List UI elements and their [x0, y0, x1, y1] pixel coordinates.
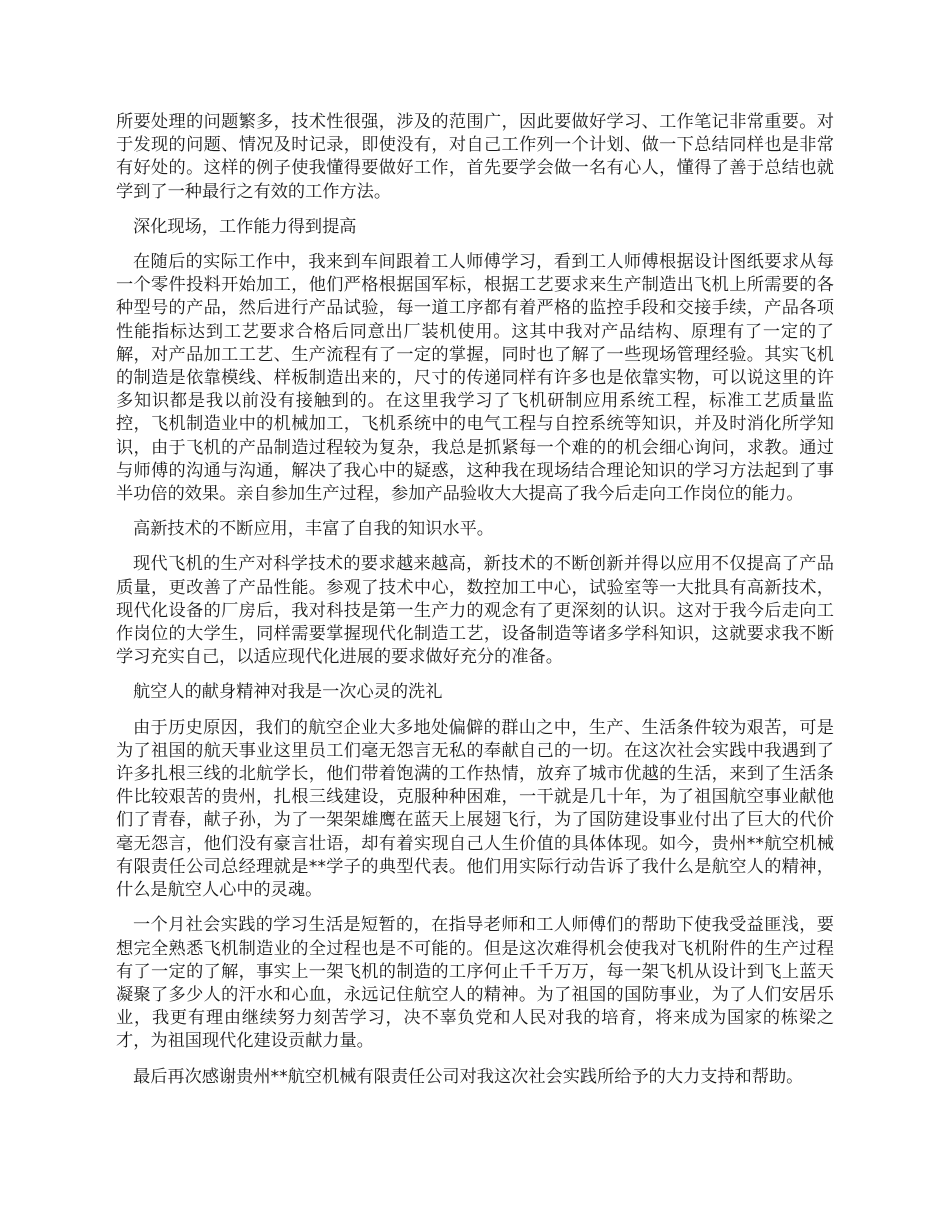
- paragraph-history-dedication: 由于历史原因，我们的航空企业大多地处偏僻的群山之中，生产、生活条件较为艰苦，可是为了祖国的航天事业这里员工们毫无怨言无私的奉献自己的一切。在这次社会实践中我遇到了许多扎根三线的北航学长，他们带着饱满的工作热情，放弃了城市优越的生活，来到了生活条件比较艰苦的贵州，扎根三线建设，克服种种困难，一干就是几十年，为了祖国航空事业献他们了青春，献子孙，为了一架架雄鹰在蓝天上展翅飞行，为了国防建设事业付出了巨大的代价毫无怨言，他们没有豪言壮语，却有着实现自己人生价值的具体体现。如今，贵州**航空机械有限责任公司总经理就是**学子的典型代表。他们用实际行动告诉了我什么是航空人的精神，什么是航空人心中的灵魂。: [116, 717, 834, 901]
- document-page: [116, 111, 834, 1101]
- paragraph-workshop-learning: 在随后的实际工作中，我来到车间跟着工人师傅学习，看到工人师傅根据设计图纸要求从每一个零件投料开始加工，他们严格根据国军标，根据工艺要求来生产制造出飞机上所需要的各种型号的产品，然后进行产品试验，每一道工序都有着严格的监控手段和交接手续，产品各项性能指标达到工艺要求合格后同意出厂装机使用。这其中我对产品结构、原理有了一定的了解，对产品加工工艺、生产流程有了一定的掌握，同时也了解了一些现场管理经验。其实飞机的制造是依靠模线、样板制造出来的，尺寸的传递同样有许多也是依靠实物，可以说这里的许多知识都是我以前没有接触到的。在这里我学习了飞机研制应用系统工程，标准工艺质量监控，飞机制造业中的机械加工，飞机系统中的电气工程与自控系统等知识，并及时消化所学知识，由于飞机的产品制造过程较为复杂，我总是抓紧每一个难的的机会细心询问，求教。通过与师傅的沟通与沟通，解决了我心中的疑惑，这种我在现场结合理论知识的学习方法起到了事半功倍的效果。亲自参加生产过程，参加产品验收大大提高了我今后走向工作岗位的能力。: [116, 252, 834, 505]
- paragraph-intro-continued: 所要处理的问题繁多，技术性很强，涉及的范围广，因此要做好学习、工作笔记非常重要。对于发现的问题、情况及时记录，即使没有，对自己工作列一个计划、做一下总结同样也是非常有好处的。这样的例子使我懂得要做好工作，首先要学会做一名有心人，懂得了善于总结也就学到了一种最行之有效的工作方法。: [116, 112, 834, 202]
- paragraph-thanks: 最后再次感谢贵州**航空机械有限责任公司对我这次社会实践所给予的大力支持和帮助。: [133, 1066, 804, 1087]
- paragraph-modern-aircraft: 现代飞机的生产对科学技术的要求越来越高，新技术的不断创新并得以应用不仅提高了产品质量，更改善了产品性能。参观了技术中心，数控加工中心，试验室等一大批具有高新技术，现代化设备的厂房后，我对科技是第一生产力的观念有了更深刻的认识。这对于我今后走向工作岗位的大学生，同样需要掌握现代化制造工艺，设备制造等诸多学科知识，这就要求我不断学习充实自己，以适应现代化进展的要求做好充分的准备。: [116, 554, 834, 668]
- section-heading-field-work: 深化现场，工作能力得到提高: [133, 216, 357, 237]
- section-heading-aviation-spirit: 航空人的献身精神对我是一次心灵的洗礼: [133, 682, 443, 703]
- paragraph-month-summary: 一个月社会实践的学习生活是短暂的，在指导老师和工人师傅们的帮助下使我受益匪浅，要想完全熟悉飞机制造业的全过程也是不可能的。但是这次难得机会使我对飞机附件的生产过程有了一定的了解，事实上一架飞机的制造的工序何止千千万万，每一架飞机从设计到飞上蓝天凝聚了多少人的汗水和心血，永远记住航空人的精神。为了祖国的国防事业，为了人们安居乐业，我更有理由继续努力刻苦学习，决不辜负党和人民对我的培育，将来成为国家的栋梁之才，为祖国现代化建设贡献力量。: [116, 915, 834, 1052]
- section-heading-new-technology: 高新技术的不断应用，丰富了自我的知识水平。: [133, 519, 494, 540]
